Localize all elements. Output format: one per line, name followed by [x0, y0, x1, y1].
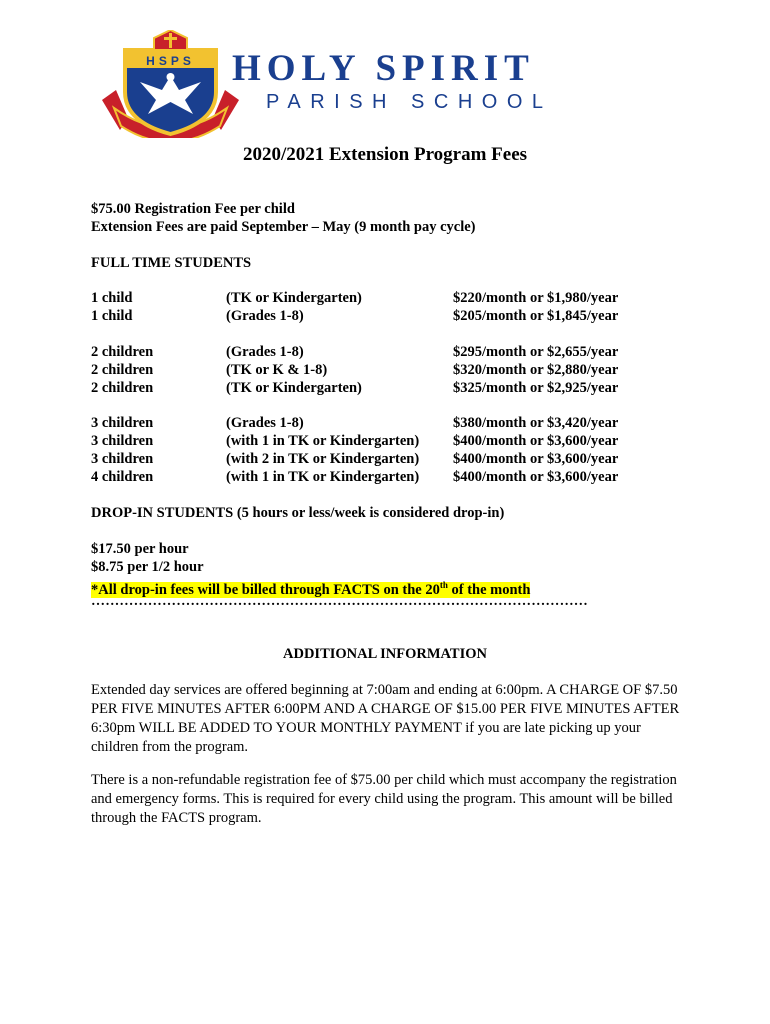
drop-in-hourly-rate: $17.50 per hour [91, 541, 189, 557]
drop-in-half-hour-rate: $8.75 per 1/2 hour [91, 559, 204, 575]
additional-info-heading: ADDITIONAL INFORMATION [283, 646, 487, 662]
fee-row-desc: (with 1 in TK or Kindergarten) [226, 469, 420, 485]
fee-row-desc: (TK or Kindergarten) [226, 380, 362, 396]
fee-row-count: 1 child [91, 290, 133, 306]
highlighted-note-start: *All drop-in fees will be billed through FACTS on the 20 [91, 581, 440, 598]
fee-row-amount: $325/month or $2,925/year [453, 380, 619, 396]
fee-row-count: 1 child [91, 308, 133, 324]
additional-info-paragraph: Extended day services are offered beginning at 7:00am and ending at 6:00pm. A CHARGE OF $7.50 PER FIVE MINUTES AFTER 6:00PM AND A CHARGE OF $15.00 PER FIVE MINUTES AFTER 6:30pm WILL BE ADDED TO YOUR MONTHLY PAYMENT if you are late picking up your children from the program. [91, 682, 680, 755]
fee-row-count: 2 children [91, 380, 154, 396]
page-title: 2020/2021 Extension Program Fees [242, 144, 528, 165]
fee-row-amount: $320/month or $2,880/year [453, 362, 619, 378]
fee-row-desc: (TK or K & 1-8) [226, 362, 328, 378]
fee-row-count: 3 children [91, 415, 154, 431]
ordinal-suffix-text: th [439, 580, 448, 590]
fee-row-amount: $400/month or $3,600/year [453, 451, 619, 467]
registration-fee-line: $75.00 Registration Fee per child [91, 201, 295, 217]
fee-row-amount: $220/month or $1,980/year [453, 290, 619, 306]
school-crest-logo [98, 30, 243, 138]
crest-letters: HSPS [146, 54, 195, 68]
registration-info-paragraph: There is a non-refundable registration fee of $75.00 per child which must accompany the registration and emergency forms. This is required for every child using the program. This amount will be billed through the FACTS program. [91, 772, 677, 826]
fee-row-amount: $400/month or $3,600/year [453, 469, 619, 485]
fee-row-amount: $400/month or $3,600/year [453, 433, 619, 449]
fee-row-count: 3 children [91, 433, 154, 449]
fee-row-desc: (Grades 1-8) [226, 308, 304, 324]
fee-row-count: 2 children [91, 344, 154, 360]
school-subtitle: PARISH SCHOOL [266, 91, 553, 113]
fee-row-desc: (with 1 in TK or Kindergarten) [226, 433, 420, 449]
highlighted-note-end: of the month [447, 581, 531, 598]
fee-row-amount: $295/month or $2,655/year [453, 344, 619, 360]
dotted-divider: …………………………………………………………………………………………… [91, 594, 588, 609]
fee-row-count: 3 children [91, 451, 154, 467]
drop-in-heading: DROP-IN STUDENTS (5 hours or less/week is considered drop-in) [91, 505, 505, 521]
fee-row-amount: $380/month or $3,420/year [453, 415, 619, 431]
payment-cycle-line: Extension Fees are paid September – May (9 month pay cycle) [91, 219, 476, 235]
fee-row-desc: (TK or Kindergarten) [226, 290, 362, 306]
fee-row-desc: (Grades 1-8) [226, 344, 304, 360]
school-name: HOLY SPIRIT [232, 48, 535, 89]
fee-row-desc: (Grades 1-8) [226, 415, 304, 431]
fee-row-count: 4 children [91, 469, 154, 485]
fee-row-desc: (with 2 in TK or Kindergarten) [226, 451, 420, 467]
full-time-heading: FULL TIME STUDENTS [91, 255, 252, 271]
fee-row-count: 2 children [91, 362, 154, 378]
fee-row-amount: $205/month or $1,845/year [453, 308, 619, 324]
